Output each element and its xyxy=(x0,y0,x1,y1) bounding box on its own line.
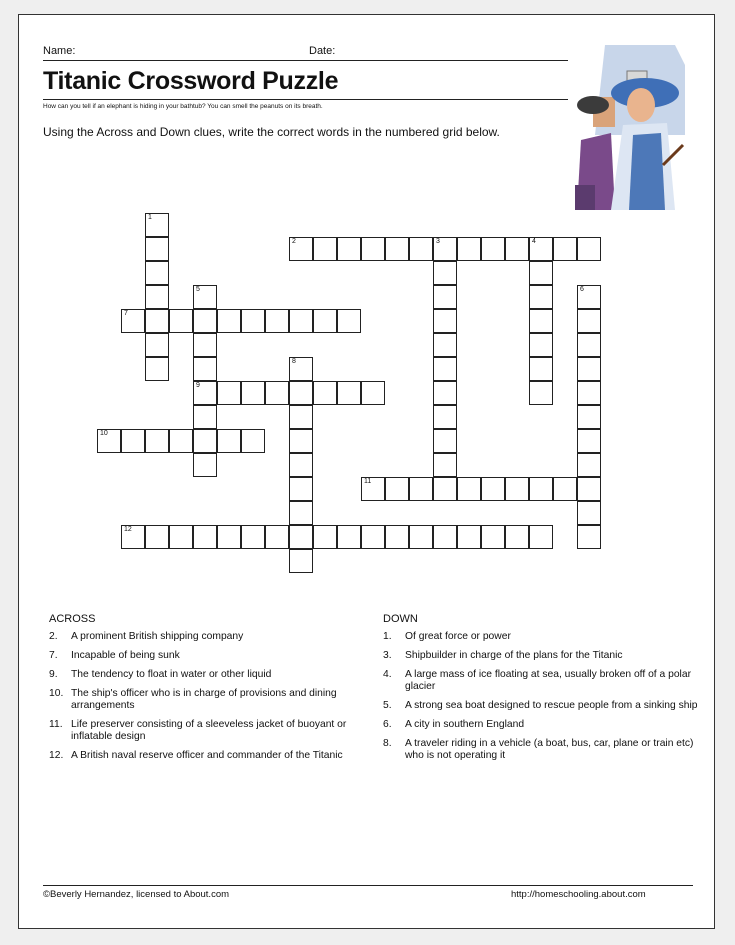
grid-cell[interactable] xyxy=(385,477,409,501)
grid-cell[interactable] xyxy=(481,477,505,501)
grid-cell[interactable] xyxy=(217,381,241,405)
grid-cell[interactable] xyxy=(361,237,385,261)
grid-cell[interactable] xyxy=(385,525,409,549)
grid-cell[interactable] xyxy=(577,309,601,333)
grid-cell[interactable] xyxy=(289,429,313,453)
clue-text: Shipbuilder in charge of the plans for the Titanic xyxy=(405,650,623,661)
across-clue xyxy=(49,688,359,712)
clue-text: A strong sea boat designed to rescue people from a sinking ship xyxy=(405,700,698,711)
grid-cell[interactable] xyxy=(289,237,313,261)
clue-number: 1 xyxy=(148,214,152,221)
grid-cell[interactable] xyxy=(337,309,361,333)
grid-cell[interactable] xyxy=(433,477,457,501)
grid-cell[interactable] xyxy=(433,261,457,285)
clue-number: 3. xyxy=(383,650,392,661)
grid-cell[interactable] xyxy=(529,309,553,333)
clue-text: A city in southern England xyxy=(405,719,525,730)
grid-cell[interactable] xyxy=(577,477,601,501)
grid-cell[interactable] xyxy=(289,549,313,573)
grid-cell[interactable] xyxy=(577,285,601,309)
clue-number: 2. xyxy=(49,631,58,642)
clue-number: 7 xyxy=(124,310,128,317)
grid-cell[interactable] xyxy=(145,285,169,309)
clue-text: The ship's officer who is in charge of provisions and dining arrangements xyxy=(71,688,337,711)
name-label: Name: xyxy=(43,45,76,57)
grid-cell[interactable] xyxy=(145,309,169,333)
clue-number: 7. xyxy=(49,650,58,661)
grid-cell[interactable] xyxy=(409,237,433,261)
clue-number: 12. xyxy=(49,750,64,761)
clue-number: 10 xyxy=(100,430,108,437)
grid-cell[interactable] xyxy=(313,525,337,549)
across-clue xyxy=(49,750,359,762)
grid-cell[interactable] xyxy=(241,429,265,453)
clue-number: 10. xyxy=(49,688,64,699)
grid-cell[interactable] xyxy=(241,525,265,549)
down-clue xyxy=(383,738,703,762)
grid-cell[interactable] xyxy=(577,357,601,381)
grid-cell[interactable] xyxy=(577,333,601,357)
grid-cell[interactable] xyxy=(553,477,577,501)
grid-cell[interactable] xyxy=(457,525,481,549)
grid-cell[interactable] xyxy=(265,381,289,405)
grid-cell[interactable] xyxy=(433,525,457,549)
grid-cell[interactable] xyxy=(505,477,529,501)
grid-cell[interactable] xyxy=(457,237,481,261)
grid-cell[interactable] xyxy=(577,501,601,525)
grid-cell[interactable] xyxy=(361,477,385,501)
clue-text: Of great force or power xyxy=(405,631,511,642)
grid-cell[interactable] xyxy=(529,525,553,549)
grid-cell[interactable] xyxy=(289,381,313,405)
grid-cell[interactable] xyxy=(265,525,289,549)
grid-cell[interactable] xyxy=(337,237,361,261)
grid-cell[interactable] xyxy=(361,525,385,549)
grid-cell[interactable] xyxy=(529,237,553,261)
down-clue xyxy=(383,719,703,731)
clue-number: 8 xyxy=(292,358,296,365)
clue-number: 9. xyxy=(49,669,58,680)
grid-cell[interactable] xyxy=(289,357,313,381)
instructions-text: Using the Across and Down clues, write the correct words in the numbered grid below. xyxy=(43,125,500,139)
grid-cell[interactable] xyxy=(433,237,457,261)
grid-cell[interactable] xyxy=(193,453,217,477)
clue-number: 6 xyxy=(580,286,584,293)
clue-number: 11. xyxy=(49,719,63,730)
grid-cell[interactable] xyxy=(289,525,313,549)
page-title: Titanic Crossword Puzzle xyxy=(43,67,339,95)
grid-cell[interactable] xyxy=(193,285,217,309)
clue-text: Life preserver consisting of a sleeveless jacket of buoyant or inflatable design xyxy=(71,719,347,742)
grid-cell[interactable] xyxy=(385,237,409,261)
down-clue xyxy=(383,650,703,662)
grid-cell[interactable] xyxy=(289,501,313,525)
grid-cell[interactable] xyxy=(577,237,601,261)
across-clue xyxy=(49,719,359,743)
grid-cell[interactable] xyxy=(433,285,457,309)
grid-cell[interactable] xyxy=(577,381,601,405)
grid-cell[interactable] xyxy=(337,525,361,549)
grid-cell[interactable] xyxy=(121,525,145,549)
date-label: Date: xyxy=(309,45,336,57)
grid-cell[interactable] xyxy=(457,477,481,501)
across-heading: ACROSS xyxy=(49,613,96,625)
grid-cell[interactable] xyxy=(193,429,217,453)
grid-cell[interactable] xyxy=(217,525,241,549)
grid-cell[interactable] xyxy=(529,477,553,501)
down-clue-list xyxy=(383,631,703,769)
grid-cell[interactable] xyxy=(433,429,457,453)
grid-cell[interactable] xyxy=(433,453,457,477)
clue-text: A British naval reserve officer and commander of the Titanic xyxy=(71,750,343,761)
grid-cell[interactable] xyxy=(313,309,337,333)
grid-cell[interactable] xyxy=(217,429,241,453)
worksheet-page xyxy=(18,14,715,929)
grid-cell[interactable] xyxy=(361,381,385,405)
grid-cell[interactable] xyxy=(577,525,601,549)
grid-cell[interactable] xyxy=(241,309,265,333)
clue-number: 5 xyxy=(196,286,200,293)
clue-number: 11 xyxy=(364,478,372,485)
grid-cell[interactable] xyxy=(193,333,217,357)
grid-cell[interactable] xyxy=(289,477,313,501)
grid-cell[interactable] xyxy=(409,477,433,501)
clue-text: A large mass of ice floating at sea, usually broken off of a polar glacier xyxy=(405,669,691,692)
clue-number: 4 xyxy=(532,238,536,245)
grid-cell[interactable] xyxy=(289,453,313,477)
clue-text: The tendency to float in water or other liquid xyxy=(71,669,272,680)
grid-cell[interactable] xyxy=(145,357,169,381)
down-clue xyxy=(383,631,703,643)
clue-number: 4. xyxy=(383,669,392,680)
grid-cell[interactable] xyxy=(121,429,145,453)
clue-number: 9 xyxy=(196,382,200,389)
grid-cell[interactable] xyxy=(529,285,553,309)
grid-cell[interactable] xyxy=(481,525,505,549)
grid-cell[interactable] xyxy=(265,309,289,333)
down-clue xyxy=(383,669,703,693)
grid-cell[interactable] xyxy=(313,381,337,405)
crossword-grid xyxy=(19,15,716,615)
grid-cell[interactable] xyxy=(193,309,217,333)
grid-cell[interactable] xyxy=(577,429,601,453)
grid-cell[interactable] xyxy=(193,405,217,429)
grid-cell[interactable] xyxy=(337,381,361,405)
grid-cell[interactable] xyxy=(313,237,337,261)
grid-cell[interactable] xyxy=(145,333,169,357)
grid-cell[interactable] xyxy=(217,309,241,333)
clue-number: 1. xyxy=(383,631,392,642)
grid-cell[interactable] xyxy=(169,429,193,453)
across-clue-list xyxy=(49,631,359,769)
grid-cell[interactable] xyxy=(145,213,169,237)
grid-cell[interactable] xyxy=(169,525,193,549)
clue-text: A traveler riding in a vehicle (a boat, bus, car, plane or train etc) who is not operating it xyxy=(405,738,694,761)
clue-number: 8. xyxy=(383,738,392,749)
across-clue xyxy=(49,631,359,643)
grid-cell[interactable] xyxy=(433,357,457,381)
grid-cell[interactable] xyxy=(481,237,505,261)
grid-cell[interactable] xyxy=(145,237,169,261)
down-heading: DOWN xyxy=(383,613,418,625)
grid-cell[interactable] xyxy=(145,261,169,285)
clue-number: 3 xyxy=(436,238,440,245)
grid-cell[interactable] xyxy=(193,525,217,549)
clue-number: 12 xyxy=(124,526,132,533)
grid-cell[interactable] xyxy=(169,309,193,333)
clue-number: 6. xyxy=(383,719,392,730)
grid-cell[interactable] xyxy=(289,405,313,429)
copyright-text: ©Beverly Hernandez, licensed to About.com xyxy=(43,889,230,900)
website-link[interactable]: http://homeschooling.about.com xyxy=(511,889,646,900)
clue-text: Incapable of being sunk xyxy=(71,650,180,661)
clue-number: 5. xyxy=(383,700,392,711)
grid-cell[interactable] xyxy=(505,525,529,549)
grid-cell[interactable] xyxy=(121,309,145,333)
grid-cell[interactable] xyxy=(433,381,457,405)
grid-cell[interactable] xyxy=(529,357,553,381)
grid-cell[interactable] xyxy=(145,525,169,549)
grid-cell[interactable] xyxy=(529,261,553,285)
joke-text: How can you tell if an elephant is hiding in your bathtub? You can smell the peanuts on its breath. xyxy=(43,103,323,110)
down-clue xyxy=(383,700,703,712)
grid-cell[interactable] xyxy=(433,309,457,333)
grid-cell[interactable] xyxy=(241,381,265,405)
grid-cell[interactable] xyxy=(529,333,553,357)
footer-line xyxy=(43,885,693,886)
grid-cell[interactable] xyxy=(577,405,601,429)
clue-text: A prominent British shipping company xyxy=(71,631,244,642)
grid-cell[interactable] xyxy=(553,237,577,261)
grid-cell[interactable] xyxy=(145,429,169,453)
grid-cell[interactable] xyxy=(193,357,217,381)
across-clue xyxy=(49,669,359,681)
grid-cell[interactable] xyxy=(97,429,121,453)
grid-cell[interactable] xyxy=(577,453,601,477)
grid-cell[interactable] xyxy=(505,237,529,261)
grid-cell[interactable] xyxy=(289,309,313,333)
grid-cell[interactable] xyxy=(433,333,457,357)
grid-cell[interactable] xyxy=(409,525,433,549)
grid-cell[interactable] xyxy=(433,405,457,429)
grid-cell[interactable] xyxy=(529,381,553,405)
across-clue xyxy=(49,650,359,662)
clue-number: 2 xyxy=(292,238,296,245)
grid-cell[interactable] xyxy=(193,381,217,405)
